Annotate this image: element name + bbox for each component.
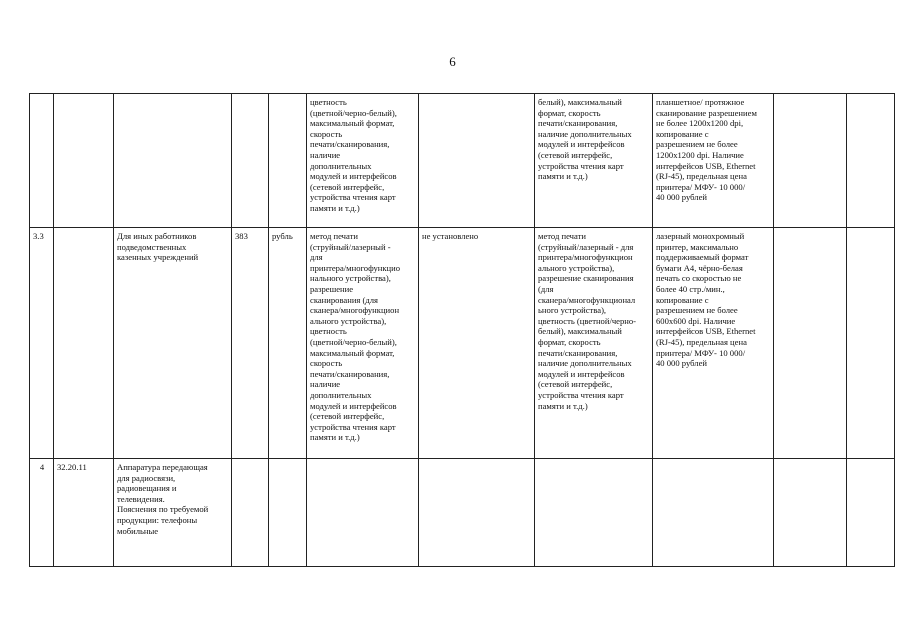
table-row xyxy=(30,459,895,567)
cell-unit-name: рубль xyxy=(269,228,307,459)
cell-characteristics xyxy=(307,459,419,567)
cell-name: Для иных работников подведомственных казенных учреждений xyxy=(114,228,232,459)
cell-spec: белый), максимальный формат, скорость печати/сканирования, наличие дополнительных модулей и интерфейсов (сетевой интерфейс, устройства чтения карт памяти и т.д.) xyxy=(535,94,653,228)
cell-spec xyxy=(535,459,653,567)
table-row xyxy=(30,228,895,459)
cell-name xyxy=(114,94,232,228)
cell-name: Аппаратура передающая для радиосвязи, радиовещания и телевидения. Пояснения по требуемой продукции: телефоны мобильные xyxy=(114,459,232,567)
cell-unit-name xyxy=(269,459,307,567)
cell-number: 3.3 xyxy=(30,228,54,459)
cell-extra-2 xyxy=(847,459,895,567)
cell-unit-code xyxy=(232,459,269,567)
cell-extra-1 xyxy=(774,459,847,567)
cell-okpd-code: 32.20.11 xyxy=(54,459,114,567)
cell-unit-code xyxy=(232,94,269,228)
cell-okpd-code xyxy=(54,94,114,228)
cell-unit-code: 383 xyxy=(232,228,269,459)
cell-extra-1 xyxy=(774,94,847,228)
cell-extra-2 xyxy=(847,228,895,459)
cell-extra-2 xyxy=(847,94,895,228)
cell-value xyxy=(419,459,535,567)
cell-spec-value xyxy=(653,459,774,567)
cell-okpd-code xyxy=(54,228,114,459)
cell-value: не установлено xyxy=(419,228,535,459)
cell-spec: метод печати (струйный/лазерный - для принтера/многофункцион ального устройства), разрешение сканирования (для сканера/многофункционал ьного устройства), цветность (цветной/черно- белый), максимальный формат, скорость печати/сканирования, наличие дополнительных модулей и интерфейсов (сетевой интерфейс, устройства чтения карт памяти и т.д.) xyxy=(535,228,653,459)
cell-number: 4 xyxy=(30,459,54,567)
cell-characteristics: цветность (цветной/черно-белый), максимальный формат, скорость печати/сканирования, наличие дополнительных модулей и интерфейсов (сетевой интерфейс, устройства чтения карт памяти и т.д.) xyxy=(307,94,419,228)
page-number: 6 xyxy=(449,54,456,69)
cell-spec-value: планшетное/ протяжное сканирование разрешением не более 1200х1200 dpi, копирование с разрешением не более 1200х1200 dpi. Наличие интерфейсов USB, Ethernet (RJ-45), предельная цена принтера/ МФУ- 10 000/ 40 000 рублей xyxy=(653,94,774,228)
requirements-table xyxy=(29,93,895,567)
cell-characteristics: метод печати (струйный/лазерный - для принтера/многофункцио нального устройства), разрешение сканирования (для сканера/многофункцион ального устройства), цветность (цветной/черно-белый), максимальный формат, скорость печати/сканирования, наличие дополнительных модулей и интерфейсов (сетевой интерфейс, устройства чтения карт памяти и т.д.) xyxy=(307,228,419,459)
table-row xyxy=(30,94,895,228)
cell-unit-name xyxy=(269,94,307,228)
cell-number xyxy=(30,94,54,228)
cell-value xyxy=(419,94,535,228)
cell-spec-value: лазерный монохромный принтер, максимально поддерживаемый формат бумаги А4, чёрно-белая печать со скоростью не более 40 стр./мин., копирование с разрешением не более 600х600 dpi. Наличие интерфейсов USB, Ethernet (RJ-45), предельная цена принтера/ МФУ- 10 000/ 40 000 рублей xyxy=(653,228,774,459)
cell-extra-1 xyxy=(774,228,847,459)
